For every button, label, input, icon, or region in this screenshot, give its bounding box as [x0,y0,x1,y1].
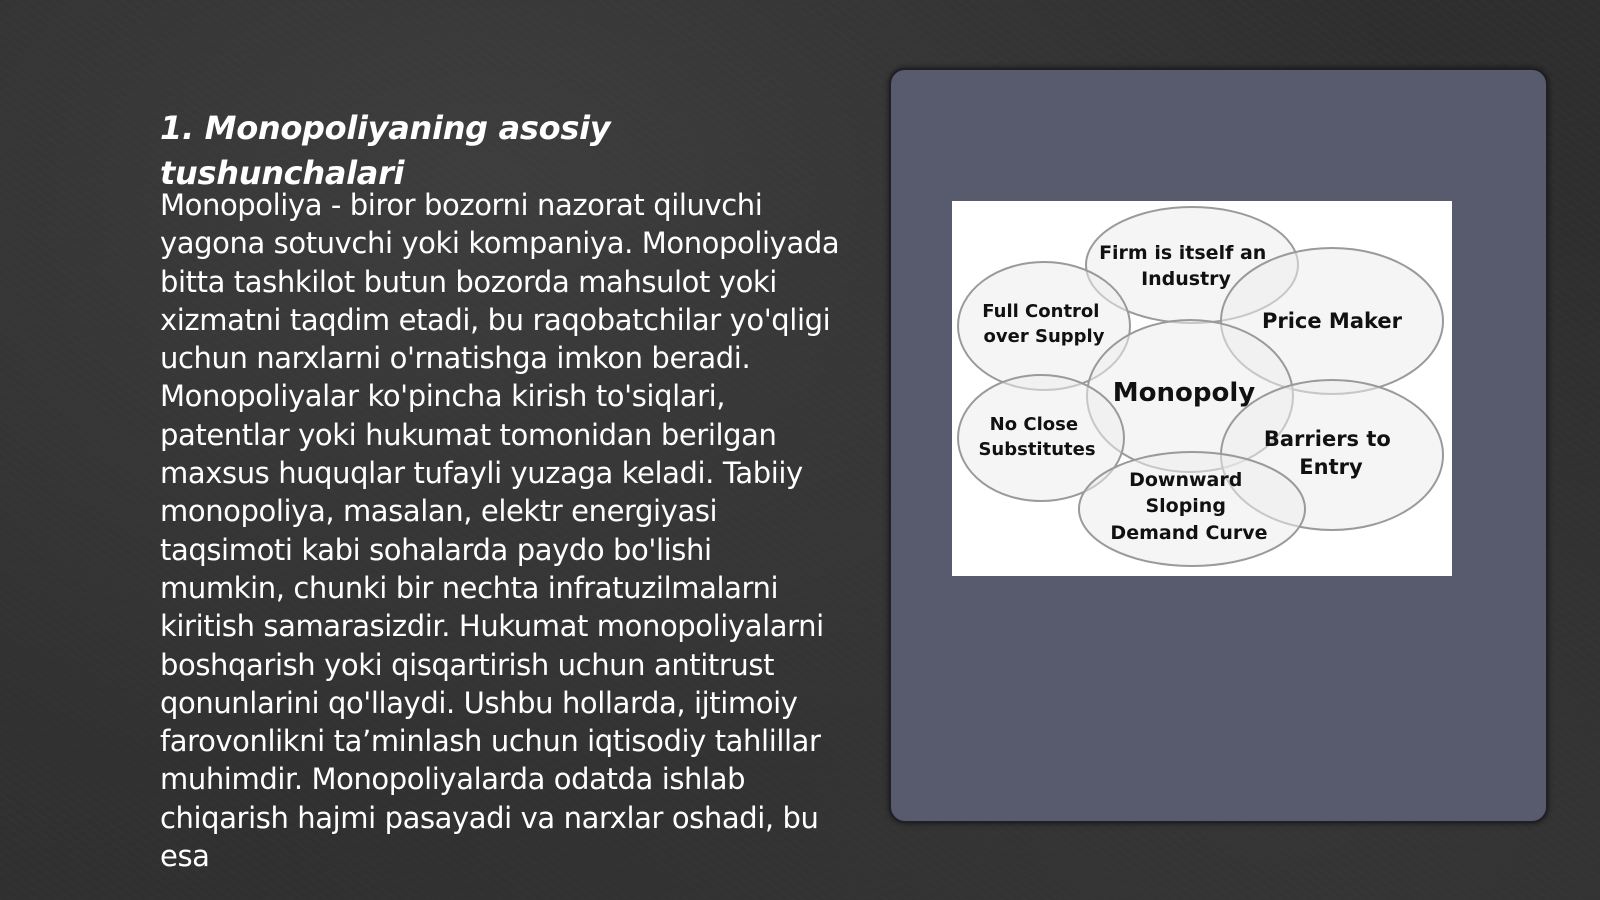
bubble-line: Barriers to [1263,427,1391,451]
bubble-line: Industry [1141,268,1231,290]
bubble-label-monopoly: Monopoly [1112,378,1256,408]
bubble-line: Firm is itself an [1099,242,1267,264]
bubble-line: Price Maker [1261,309,1403,333]
bubble-line: Downward [1129,469,1243,491]
bubble-line: Demand Curve [1110,522,1268,544]
bubble-line: Substitutes [978,439,1096,460]
slide-heading: 1. Monopoliyaning asosiy tushunchalari [160,109,611,192]
bubble-line: No Close [989,414,1079,435]
monopoly-diagram-svg [952,201,1452,576]
image-panel [889,68,1548,823]
bubble-line: Sloping [1145,495,1226,517]
monopoly-diagram [952,201,1452,576]
bubble-line: Full Control [982,301,1100,322]
bubble-line: over Supply [983,326,1105,347]
slide-body-text: Monopoliya - biror bozorni nazorat qiluvchi yagona sotuvchi yoki kompaniya. Monopoliyada bitta tashkilot butun bozorda mahsulot yoki xizmatni taqdim etadi, bu raqobatchilar yo'qligi uchun narxlarni o'rnatishga imkon beradi. Monopoliyalar ko'pincha kirish to'siqlari, patentlar yoki hukumat tomonidan berilgan maxsus huquqlar tufayli yuzaga keladi. Tabiiy monopoliya, masalan, elektr energiyasi taqsimoti kabi sohalarda paydo bo'lishi mumkin, chunki bir nechta infratuzilmalarni kiritish samarasizdir. Hukumat monopoliyalarni boshqarish yoki qisqartirish uchun antitrust qonunlarini qo'llaydi. Ushbu hollarda, ijtimoiy farovonlikni ta’minlash uchun iqtisodiy tahlillar muhimdir. Monopoliyalarda odatda ishlab chiqarish hajmi pasayadi va narxlar oshadi, bu esa [160,188,840,874]
bubble-line: Entry [1299,455,1363,479]
bubble-label-price-maker [1262,309,1403,333]
